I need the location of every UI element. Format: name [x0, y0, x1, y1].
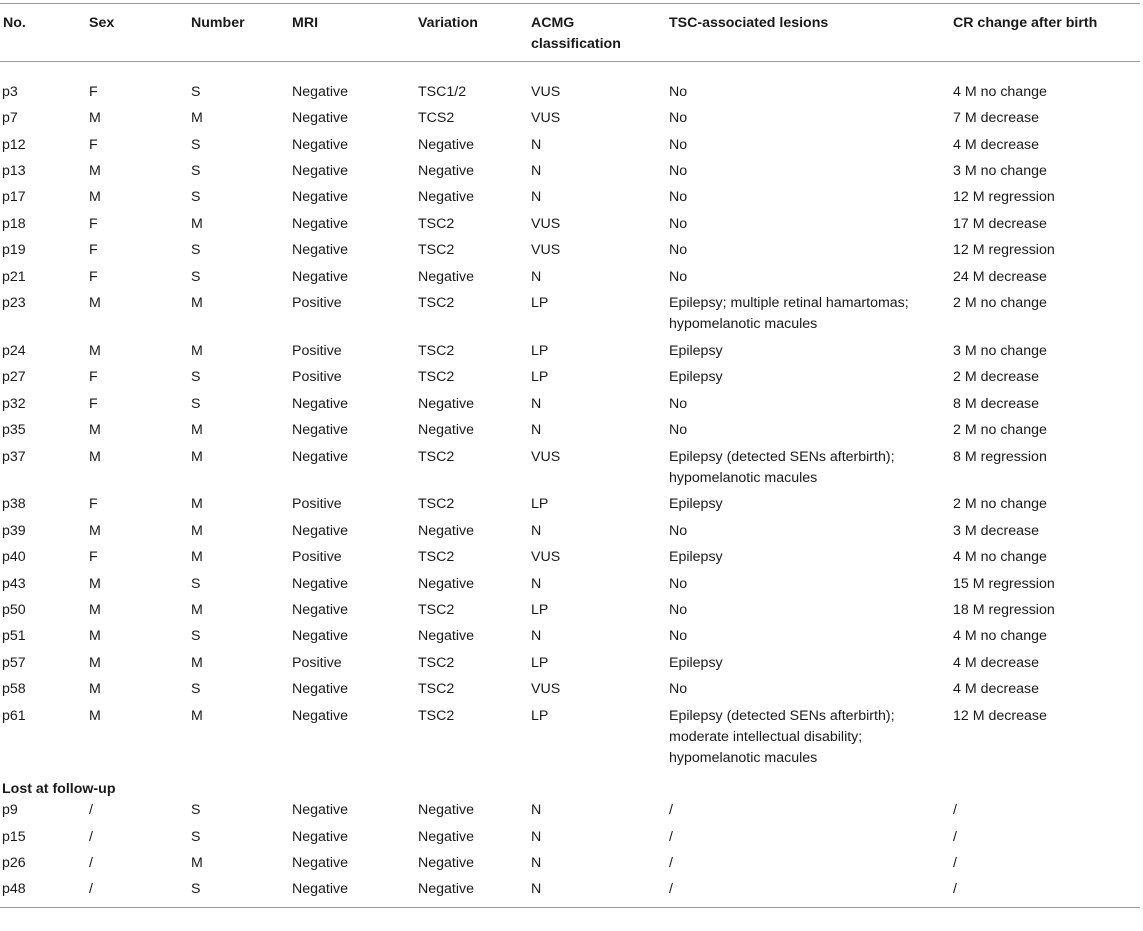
table-row [0, 240, 1140, 266]
cell-mri: Positive [292, 549, 342, 566]
table-row [0, 161, 1140, 187]
cell-no: p18 [2, 215, 26, 232]
cell-lesions: Epilepsy [669, 654, 723, 671]
cell-number: S [191, 681, 201, 698]
cell-cr-change: 2 M decrease [953, 369, 1039, 386]
cell-cr-change: 12 M regression [953, 242, 1055, 259]
cell-variation: TSC2 [418, 242, 455, 259]
cell-acmg: N [531, 828, 542, 845]
cell-no: p61 [2, 707, 26, 724]
cell-variation: TSC2 [418, 654, 455, 671]
cell-mri: Positive [292, 496, 342, 513]
cell-no: p19 [2, 242, 26, 259]
cell-variation: TSC2 [418, 707, 455, 724]
cell-acmg: N [531, 163, 542, 180]
cell-lesions: Epilepsy (detected SENs afterbirth); hypomelanotic macules [669, 448, 895, 486]
table-row [0, 61, 1140, 108]
cell-mri: Negative [292, 189, 348, 206]
header-acmg: ACMG classification [531, 15, 621, 53]
cell-acmg: LP [531, 707, 549, 724]
cell-no: p21 [2, 268, 26, 285]
cell-number: S [191, 136, 201, 153]
cell-lesions: No [669, 163, 688, 180]
cell-variation: TCS2 [418, 110, 455, 127]
cell-variation: TSC2 [418, 601, 455, 618]
cell-sex: M [89, 422, 101, 439]
cell-acmg: VUS [531, 681, 561, 698]
cell-mri: Positive [292, 369, 342, 386]
cell-number: M [191, 522, 203, 539]
cell-no: p51 [2, 628, 26, 645]
cell-sex: F [89, 268, 98, 285]
cell-acmg: N [531, 422, 542, 439]
cell-cr-change: 4 M no change [953, 628, 1047, 645]
cell-sex: F [89, 496, 98, 513]
cell-sex: M [89, 681, 101, 698]
cell-sex: / [89, 828, 93, 845]
cell-cr-change: 2 M no change [953, 295, 1047, 312]
cell-lesions: No [669, 628, 688, 645]
cell-acmg: N [531, 881, 542, 898]
cell-acmg: VUS [531, 242, 561, 259]
header-number: Number [191, 15, 245, 31]
cell-number: S [191, 828, 201, 845]
cell-sex: M [89, 654, 101, 671]
cell-no: p12 [2, 136, 26, 153]
cell-variation: TSC2 [418, 342, 455, 359]
cell-lesions: No [669, 136, 688, 153]
table-row [0, 420, 1140, 446]
cell-mri: Negative [292, 268, 348, 285]
cell-lesions: No [669, 242, 688, 259]
cell-acmg: N [531, 189, 542, 206]
section-label: Lost at follow-up [2, 780, 116, 797]
cell-no: p24 [2, 342, 26, 359]
cell-sex: F [89, 215, 98, 232]
cell-lesions: No [669, 189, 688, 206]
cell-lesions: No [669, 601, 688, 618]
cell-acmg: N [531, 136, 542, 153]
cell-mri: Positive [292, 295, 342, 312]
cell-acmg: N [531, 268, 542, 285]
cell-mri: Negative [292, 628, 348, 645]
cell-cr-change: 3 M no change [953, 342, 1047, 359]
cell-no: p48 [2, 881, 26, 898]
cell-variation: Negative [418, 628, 474, 645]
cell-mri: Negative [292, 163, 348, 180]
cell-sex: M [89, 342, 101, 359]
table-row [0, 827, 1140, 853]
cell-number: M [191, 448, 203, 465]
table-row [0, 521, 1140, 547]
cell-number: S [191, 395, 201, 412]
cell-sex: F [89, 242, 98, 259]
cell-number: M [191, 422, 203, 439]
cell-variation: Negative [418, 881, 474, 898]
cell-variation: TSC2 [418, 496, 455, 513]
table-row [0, 600, 1140, 626]
cell-acmg: LP [531, 496, 549, 513]
cell-cr-change: 12 M decrease [953, 707, 1047, 724]
cell-mri: Negative [292, 395, 348, 412]
cell-acmg: LP [531, 601, 549, 618]
cell-no: p50 [2, 601, 26, 618]
section-row-lost-at-follow-up [0, 775, 1140, 800]
table-row [0, 574, 1140, 600]
header-sex: Sex [89, 15, 115, 31]
table-row [0, 706, 1140, 775]
cell-number: M [191, 707, 203, 724]
cell-sex: / [89, 855, 93, 871]
cell-no: p37 [2, 448, 26, 465]
cell-acmg: LP [531, 295, 549, 312]
cell-mri: Positive [292, 342, 342, 359]
cell-no: p57 [2, 654, 26, 671]
cell-acmg: VUS [531, 110, 561, 127]
table-row [0, 879, 1140, 907]
cell-lesions: Epilepsy; multiple retinal hamartomas; hypomelanotic macules [669, 295, 909, 333]
cell-number: S [191, 802, 201, 819]
cell-lesions: Epilepsy [669, 369, 723, 386]
table-row [0, 187, 1140, 213]
cell-variation: Negative [418, 855, 474, 871]
cell-acmg: VUS [531, 215, 561, 232]
cell-number: S [191, 575, 201, 592]
cell-cr-change: 4 M decrease [953, 136, 1039, 153]
header-no: No. [3, 15, 26, 31]
cell-lesions: Epilepsy [669, 496, 723, 513]
cell-no: p3 [2, 83, 18, 100]
cell-mri: Negative [292, 855, 348, 871]
cell-sex: M [89, 110, 101, 127]
cell-lesions: No [669, 681, 688, 698]
cell-variation: Negative [418, 575, 474, 592]
cell-variation: Negative [418, 189, 474, 206]
cell-cr-change: 8 M decrease [953, 395, 1039, 412]
cell-no: p32 [2, 395, 26, 412]
cell-number: M [191, 549, 203, 566]
cell-number: S [191, 628, 201, 645]
table-row [0, 679, 1140, 705]
table-row [0, 214, 1140, 240]
header-cr-change: CR change after birth [953, 15, 1098, 31]
cell-sex: F [89, 136, 98, 153]
cell-acmg: N [531, 395, 542, 412]
cell-variation: TSC2 [418, 295, 455, 312]
cell-sex: F [89, 549, 98, 566]
cell-cr-change: 18 M regression [953, 601, 1055, 618]
cell-sex: M [89, 628, 101, 645]
table-row [0, 626, 1140, 652]
cell-number: M [191, 295, 203, 312]
cell-no: p7 [2, 110, 18, 127]
cell-mri: Negative [292, 110, 348, 127]
cell-no: p15 [2, 828, 26, 845]
cell-no: p13 [2, 163, 26, 180]
cell-acmg: LP [531, 342, 549, 359]
cell-lesions: / [669, 855, 673, 871]
cell-cr-change: / [953, 881, 957, 898]
cell-no: p40 [2, 549, 26, 566]
cell-no: p35 [2, 422, 26, 439]
cell-cr-change: 4 M decrease [953, 681, 1039, 698]
cell-lesions: No [669, 575, 688, 592]
cell-sex: M [89, 163, 101, 180]
cell-variation: Negative [418, 163, 474, 180]
cell-number: S [191, 163, 201, 180]
cell-lesions: / [669, 828, 673, 845]
cell-lesions: No [669, 422, 688, 439]
cell-mri: Negative [292, 422, 348, 439]
table-row [0, 135, 1140, 161]
cell-mri: Negative [292, 575, 348, 592]
cell-mri: Negative [292, 136, 348, 153]
cell-acmg: N [531, 855, 542, 871]
cell-lesions: / [669, 881, 673, 898]
cell-no: p27 [2, 369, 26, 386]
cell-no: p17 [2, 189, 26, 206]
cell-cr-change: 12 M regression [953, 189, 1055, 206]
table-row [0, 367, 1140, 393]
cell-variation: Negative [418, 268, 474, 285]
cell-cr-change: 24 M decrease [953, 268, 1047, 285]
cell-variation: Negative [418, 802, 474, 819]
cell-mri: Negative [292, 83, 348, 100]
cell-acmg: VUS [531, 549, 561, 566]
table-row [0, 293, 1140, 341]
cell-no: p23 [2, 295, 26, 312]
cell-variation: Negative [418, 828, 474, 845]
cell-no: p9 [2, 802, 18, 819]
header-variation: Variation [418, 15, 478, 31]
cell-mri: Negative [292, 522, 348, 539]
cell-number: M [191, 855, 203, 871]
cell-no: p58 [2, 681, 26, 698]
cell-lesions: No [669, 215, 688, 232]
cell-acmg: N [531, 575, 542, 592]
cell-lesions: Epilepsy (detected SENs afterbirth); moderate intellectual disability; hypomelanotic macules [669, 707, 895, 767]
cell-mri: Negative [292, 681, 348, 698]
cell-sex: M [89, 522, 101, 539]
cell-variation: TSC1/2 [418, 83, 467, 100]
cell-mri: Negative [292, 828, 348, 845]
cell-lesions: No [669, 395, 688, 412]
cell-mri: Negative [292, 707, 348, 724]
cell-acmg: LP [531, 369, 549, 386]
cell-variation: Negative [418, 422, 474, 439]
cell-no: p39 [2, 522, 26, 539]
table-row [0, 653, 1140, 679]
cell-cr-change: 3 M no change [953, 163, 1047, 180]
cell-number: M [191, 342, 203, 359]
cell-acmg: N [531, 628, 542, 645]
cell-number: S [191, 268, 201, 285]
cell-variation: Negative [418, 136, 474, 153]
cell-cr-change: 3 M decrease [953, 522, 1039, 539]
table-row [0, 494, 1140, 520]
cell-sex: / [89, 881, 93, 898]
cell-lesions: / [669, 802, 673, 819]
cell-mri: Positive [292, 654, 342, 671]
cell-lesions: Epilepsy [669, 342, 723, 359]
cell-number: S [191, 369, 201, 386]
cell-lesions: No [669, 110, 688, 127]
cell-sex: M [89, 295, 101, 312]
cell-cr-change: 4 M decrease [953, 654, 1039, 671]
cell-mri: Negative [292, 881, 348, 898]
cell-lesions: No [669, 268, 688, 285]
cell-acmg: VUS [531, 83, 561, 100]
cell-number: M [191, 601, 203, 618]
table-header-row [0, 4, 1140, 62]
cell-cr-change: 7 M decrease [953, 110, 1039, 127]
cell-number: S [191, 83, 201, 100]
cell-mri: Negative [292, 802, 348, 819]
cell-variation: TSC2 [418, 549, 455, 566]
cell-variation: TSC2 [418, 369, 455, 386]
cell-acmg: VUS [531, 448, 561, 465]
cell-acmg: N [531, 522, 542, 539]
table-row [0, 800, 1140, 826]
cell-cr-change: 17 M decrease [953, 215, 1047, 232]
header-mri: MRI [292, 15, 319, 31]
cell-no: p38 [2, 496, 26, 513]
cell-mri: Negative [292, 242, 348, 259]
table-row [0, 108, 1140, 134]
cell-cr-change: 8 M regression [953, 448, 1047, 465]
cell-lesions: No [669, 522, 688, 539]
cell-cr-change: 2 M no change [953, 422, 1047, 439]
cell-mri: Negative [292, 601, 348, 618]
table-body [0, 61, 1140, 907]
cell-number: S [191, 189, 201, 206]
cell-variation: TSC2 [418, 215, 455, 232]
cell-cr-change: 4 M no change [953, 83, 1047, 100]
cell-cr-change: 4 M no change [953, 549, 1047, 566]
table-row [0, 341, 1140, 367]
cell-variation: TSC2 [418, 448, 455, 465]
cell-number: M [191, 496, 203, 513]
cell-number: S [191, 881, 201, 898]
cell-sex: M [89, 448, 101, 465]
cell-cr-change: 2 M no change [953, 496, 1047, 513]
cell-sex: M [89, 575, 101, 592]
cell-variation: TSC2 [418, 681, 455, 698]
cell-mri: Negative [292, 215, 348, 232]
cell-sex: F [89, 395, 98, 412]
patients-table [0, 3, 1140, 908]
cell-number: M [191, 110, 203, 127]
cell-sex: M [89, 707, 101, 724]
header-lesions: TSC-associated lesions [669, 15, 829, 31]
cell-cr-change: 15 M regression [953, 575, 1055, 592]
cell-lesions: Epilepsy [669, 549, 723, 566]
cell-sex: / [89, 802, 93, 819]
cell-cr-change: / [953, 855, 957, 871]
cell-lesions: No [669, 83, 688, 100]
cell-cr-change: / [953, 828, 957, 845]
cell-variation: Negative [418, 395, 474, 412]
table-row [0, 853, 1140, 879]
cell-number: M [191, 654, 203, 671]
table-row [0, 447, 1140, 495]
cell-acmg: N [531, 802, 542, 819]
table-row [0, 267, 1140, 293]
cell-no: p26 [2, 855, 26, 871]
cell-sex: F [89, 83, 98, 100]
cell-sex: M [89, 601, 101, 618]
cell-no: p43 [2, 575, 26, 592]
cell-sex: M [89, 189, 101, 206]
cell-mri: Negative [292, 448, 348, 465]
cell-variation: Negative [418, 522, 474, 539]
cell-number: M [191, 215, 203, 232]
cell-cr-change: / [953, 802, 957, 819]
cell-sex: F [89, 369, 98, 386]
table-row [0, 394, 1140, 420]
table-row [0, 547, 1140, 573]
cell-number: S [191, 242, 201, 259]
cell-acmg: LP [531, 654, 549, 671]
